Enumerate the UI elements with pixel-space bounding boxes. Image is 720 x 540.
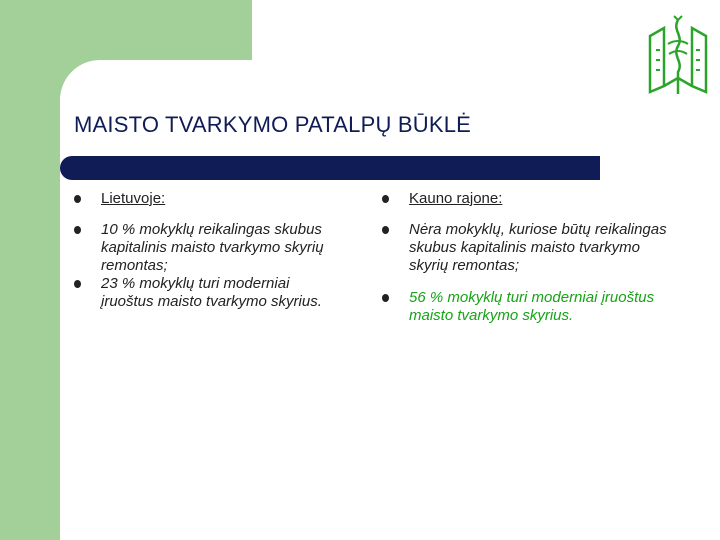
list-item [382, 221, 672, 275]
right-heading-text: Kauno rajone: [409, 190, 503, 207]
left-heading-text: Lietuvoje: [101, 190, 166, 207]
list-item-text: 10 % mokyklų reikalingas skubus kapitalinis maisto tvarkymo skyrių remontas; [101, 221, 324, 274]
bullet-icon [382, 226, 389, 234]
right-heading [382, 190, 672, 208]
bullet-icon [74, 226, 81, 234]
bullet-icon [74, 195, 81, 203]
bullet-icon [382, 195, 389, 203]
right-column [382, 190, 672, 325]
left-column [74, 190, 344, 311]
left-heading [74, 190, 344, 208]
list-item-text: Nėra mokyklų, kuriose būtų reikalingas skubus kapitalinis maisto tvarkymo skyrių remontas; [409, 221, 667, 274]
bullet-icon [382, 294, 389, 302]
list-item-text: 23 % mokyklų turi moderniai įruoštus maisto tvarkymo skyrius. [101, 275, 322, 310]
list-item-text: 56 % mokyklų turi moderniai įruoštus maisto tvarkymo skyrius. [409, 289, 655, 324]
title-underline-bar [60, 156, 600, 180]
slide-title: MAISTO TVARKYMO PATALPŲ BŪKLĖ [74, 112, 472, 137]
green-emblem-icon [642, 14, 714, 98]
bullet-icon [74, 280, 81, 288]
list-item-highlight [382, 289, 672, 325]
list-item [74, 221, 344, 275]
list-item [74, 275, 344, 311]
